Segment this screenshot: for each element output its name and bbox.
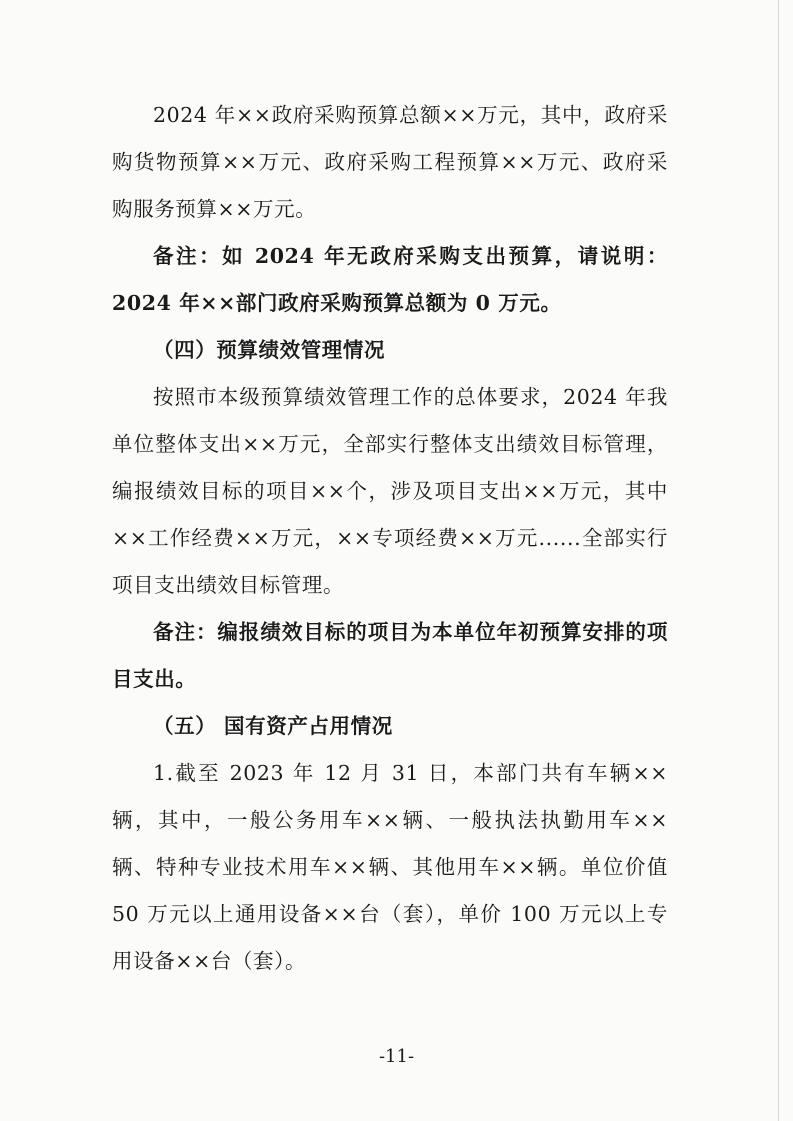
paragraph-performance-management: 按照市本级预算绩效管理工作的总体要求，2024 年我单位整体支出××万元，全部实行整体支出绩效目标管理，编报绩效目标的项目××个，涉及项目支出××万元，其中××工作经费××万元，××专项经费××万元......全部实行项目支出绩效目标管理。 [112,385,668,597]
section-heading-assets: （五） 国有资产占用情况 [153,714,393,738]
paragraph-state-assets: 1.截至 2023 年 12 月 31 日，本部门共有车辆××辆，其中，一般公务用车××辆、一般执法执勤用车××辆、特种专业技术用车××辆、其他用车××辆。单位价值 50 万元以上通用设备××台（套），单价 100 万元以上专用设备××台（套）。 [112,761,668,973]
paragraph-procurement-budget: 2024 年××政府采购预算总额××万元，其中，政府采购货物预算××万元、政府采购工程预算××万元、政府采购服务预算××万元。 [112,103,668,221]
page-edge-line [778,0,779,1121]
body-text [112,92,668,985]
note-performance-projects: 备注：编报绩效目标的项目为本单位年初预算安排的项目支出。 [112,620,668,691]
note-no-procurement: 备注：如 2024 年无政府采购支出预算，请说明：2024 年××部门政府采购预算总额为 0 万元。 [112,244,668,315]
page-number: -11- [378,1046,415,1067]
section-heading-performance: （四）预算绩效管理情况 [153,338,386,362]
